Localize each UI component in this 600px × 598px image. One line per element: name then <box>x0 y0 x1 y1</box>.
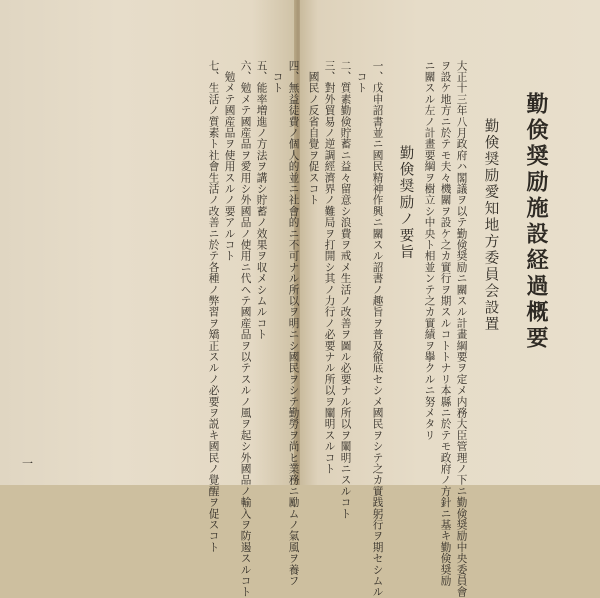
list-item: 一、戊申詔書並ニ國民精神作興ニ關スル詔書ノ趣旨ヲ普及徹底セシメ國民ヲシテ之カ實践躬行ヲ期セシムル <box>371 60 384 598</box>
document-title: 勤倹奨励施設経過概要 <box>523 92 549 352</box>
section-heading: 勤倹奨励ノ要旨 <box>397 145 414 261</box>
list-item: 六、勉メテ國産品ヲ愛用シ外國品ノ使用ニ代ヘテ國産品ヲ以テスルノ風ヲ起シ外國品ノ輸入ヲ防遏スルコト <box>239 60 252 598</box>
intro-line: ヲ設ケ地方ニ於テモ夫々機關ヲ設ケ之カ實行ヲ期スルコトトナリ本縣ニ於テモ政府ノ方針ニ基キ勤倹奨励 <box>439 60 452 587</box>
list-item: 勉メテ國産品ヲ使用スルノ要アルコト <box>223 60 236 262</box>
list-item: コト <box>355 60 368 94</box>
intro-line: ニ關スル左ノ計畫要綱ヲ樹立シ中央ト相並ンテ之カ實績ヲ擧クルニ努メタリ <box>423 60 436 441</box>
list-item: 七、生活ノ質素ト社會生活ノ改善ニ於テ各種ノ弊習ヲ矯正スルノ必要ヲ説キ國民ノ覺醒ヲ促スコト <box>207 60 220 553</box>
list-item: 國民ノ反省自覺ヲ促スコト <box>307 60 320 206</box>
list-item: コト <box>271 60 284 94</box>
page-number: 一 <box>22 457 33 470</box>
list-item: 四、無益徒費ノ個人的並ニ社會的ニ不可ナル所以ヲ明ニシ國民ヲシテ勤勞ヲ尚ヒ業務ニ勵ムノ氣風ヲ養フ <box>287 60 300 587</box>
list-item: 三、對外貿易ノ逆調經濟界ノ難局ヲ打開シ其ノ力行ノ必要ナル所以ヲ闡明スルコト <box>323 60 336 475</box>
intro-line: 大正十三年八月政府ハ閣議ヲ以テ勤倹奨励ニ關スル計畫綱要ヲ定メ内務大臣管理ノ下ニ勤倹奨励中央委員會 <box>455 60 468 598</box>
document-subtitle: 勤倹奨励愛知地方委員会設置 <box>482 118 499 333</box>
list-item: 二、質素勤倹貯蓄ニ益々留意シ浪費ヲ戒メ生活ノ改善ヲ圖ル必要ナル所以ヲ闡明ニスルコト <box>339 60 352 520</box>
left-page <box>0 0 296 485</box>
list-item: 五、能率増進ノ方法ヲ講シ貯蓄ノ效果ヲ収メシムルコト <box>255 60 268 340</box>
